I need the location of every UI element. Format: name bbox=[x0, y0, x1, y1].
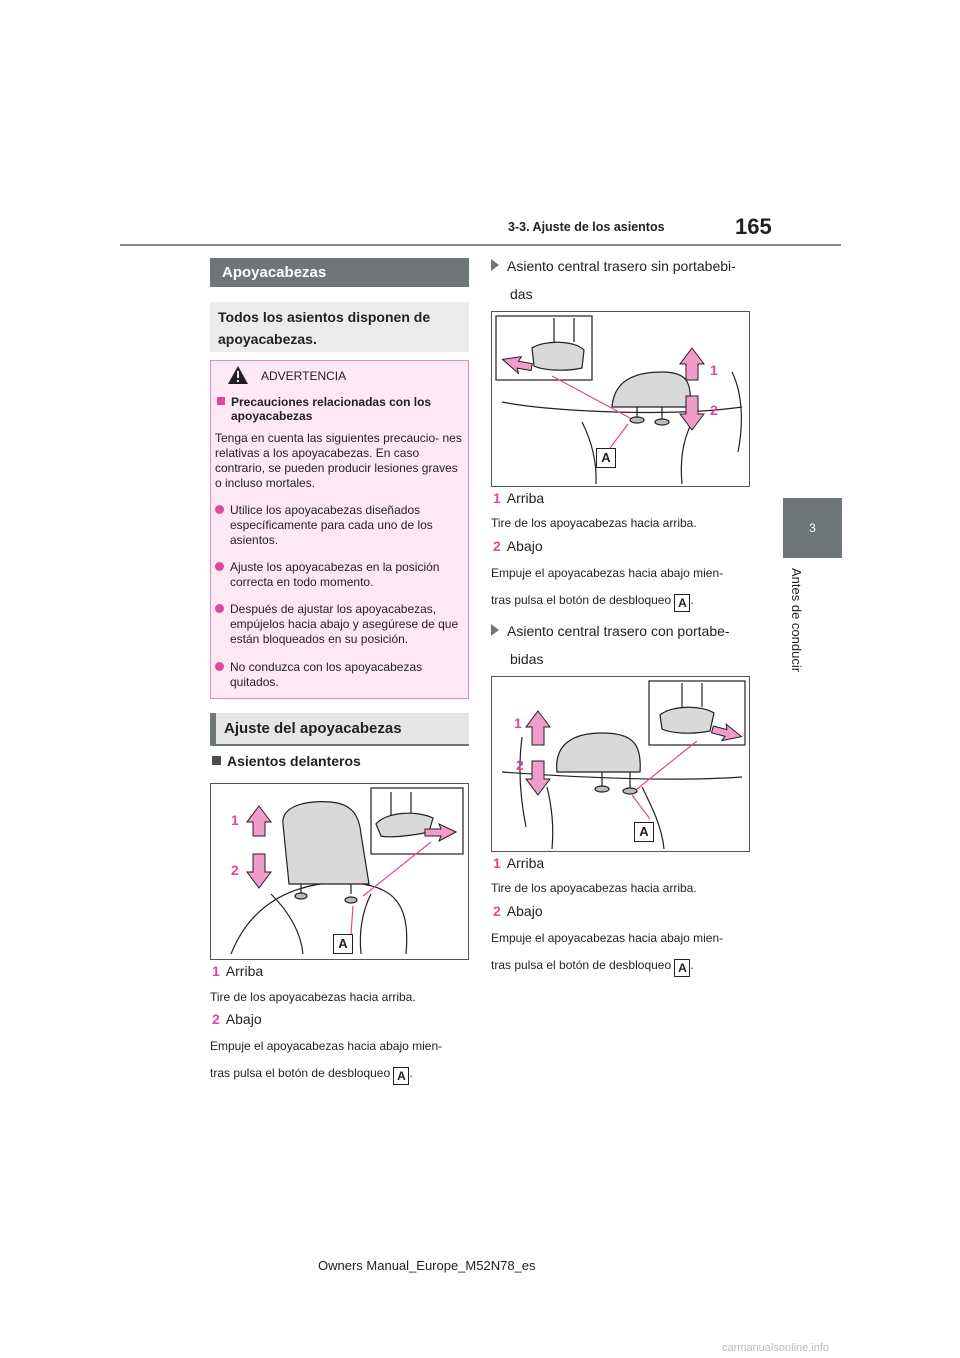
warning-subtitle: Precauciones relacionadas con los apoyacabezas bbox=[217, 395, 471, 423]
figure-label-2: 2 bbox=[516, 757, 524, 773]
right-step-2b-desc-line1: Empuje el apoyacabezas hacia abajo mien- bbox=[491, 931, 724, 945]
footer: Owners Manual_Europe_M52N78_es bbox=[318, 1258, 536, 1273]
warning-bullet: Después de ajustar los apoyacabezas, empújelos hacia abajo y asegúrese de que están bloqueados en su posición. bbox=[215, 602, 463, 647]
right-step-2b-desc-line2: tras pulsa el botón de desbloqueo A . bbox=[491, 958, 694, 975]
release-button-label: A bbox=[393, 1067, 409, 1085]
page-number: 165 bbox=[735, 214, 772, 239]
left-step-1: 1 Arriba bbox=[212, 963, 264, 979]
warning-box bbox=[210, 360, 469, 699]
running-header: 3-3. Ajuste de los asientos bbox=[508, 220, 665, 234]
warning-bullet: Ajuste los apoyacabezas en la posición correcta en todo momento. bbox=[215, 560, 463, 590]
figure-label-2: 2 bbox=[231, 862, 239, 878]
left-step-2: 2 Abajo bbox=[212, 1011, 262, 1027]
rear-no-armrest-figure bbox=[491, 311, 750, 487]
section-title: Apoyacabezas bbox=[210, 258, 469, 287]
release-button-label: A bbox=[674, 594, 690, 612]
bullet-dot-icon bbox=[215, 505, 224, 514]
right-step-2b: 2 Abajo bbox=[493, 903, 543, 919]
warning-title: ADVERTENCIA bbox=[261, 369, 347, 383]
figure-label-a: A bbox=[596, 448, 616, 468]
left-step-2-desc-line1: Empuje el apoyacabezas hacia abajo mien- bbox=[210, 1039, 443, 1053]
right-step-2-desc-line2: tras pulsa el botón de desbloqueo A . bbox=[491, 593, 694, 610]
subsection-title: Ajuste del apoyacabezas bbox=[210, 713, 469, 746]
front-seats-heading: Asientos delanteros bbox=[212, 753, 361, 769]
figure-label-1: 1 bbox=[231, 812, 239, 828]
rear-with-armrest-heading: Asiento central trasero con portabe- bidas bbox=[491, 620, 730, 670]
right-step-1: 1 Arriba bbox=[493, 490, 545, 506]
left-step-2-desc-line2: tras pulsa el botón de desbloqueo A . bbox=[210, 1066, 413, 1083]
triangle-bullet-icon bbox=[491, 624, 499, 636]
chapter-label: Antes de conducir bbox=[789, 568, 804, 673]
rear-with-armrest-figure bbox=[491, 676, 750, 852]
bullet-dot-icon bbox=[215, 662, 224, 671]
figure-label-a: A bbox=[333, 934, 353, 954]
front-headrest-figure bbox=[210, 783, 469, 960]
watermark: carmanualsonline.info bbox=[722, 1342, 830, 1354]
warning-paragraph: Tenga en cuenta las siguientes precaucio- nes relativas a los apoyacabezas. En caso contrario, se pueden producir lesiones graves o incluso mortales. bbox=[215, 431, 462, 490]
chapter-tab: 3 bbox=[783, 498, 842, 558]
intro-box: Todos los asientos disponen de apoyacabezas. bbox=[210, 302, 469, 352]
triangle-bullet-icon bbox=[491, 259, 499, 271]
right-step-2: 2 Abajo bbox=[493, 538, 543, 554]
header-rule bbox=[120, 244, 841, 246]
release-button-label: A bbox=[674, 959, 690, 977]
figure-label-2: 2 bbox=[710, 402, 718, 418]
figure-label-a: A bbox=[634, 822, 654, 842]
bullet-dot-icon bbox=[215, 604, 224, 613]
right-step-1-desc: Tire de los apoyacabezas hacia arriba. bbox=[491, 516, 697, 530]
left-step-1-desc: Tire de los apoyacabezas hacia arriba. bbox=[210, 990, 416, 1004]
warning-bullet: No conduzca con los apoyacabezas quitados. bbox=[215, 660, 463, 690]
right-step-1b: 1 Arriba bbox=[493, 855, 545, 871]
square-bullet-icon bbox=[217, 397, 225, 405]
right-step-2-desc-line1: Empuje el apoyacabezas hacia abajo mien- bbox=[491, 566, 724, 580]
warning-icon bbox=[227, 365, 249, 390]
bullet-dot-icon bbox=[215, 562, 224, 571]
figure-label-1: 1 bbox=[710, 362, 718, 378]
square-bullet-icon bbox=[212, 756, 221, 765]
figure-label-1: 1 bbox=[514, 715, 522, 731]
warning-bullet: Utilice los apoyacabezas diseñados específicamente para cada uno de los asientos. bbox=[215, 503, 463, 548]
right-step-1b-desc: Tire de los apoyacabezas hacia arriba. bbox=[491, 881, 697, 895]
rear-no-armrest-heading: Asiento central trasero sin portabebi- das bbox=[491, 255, 736, 305]
